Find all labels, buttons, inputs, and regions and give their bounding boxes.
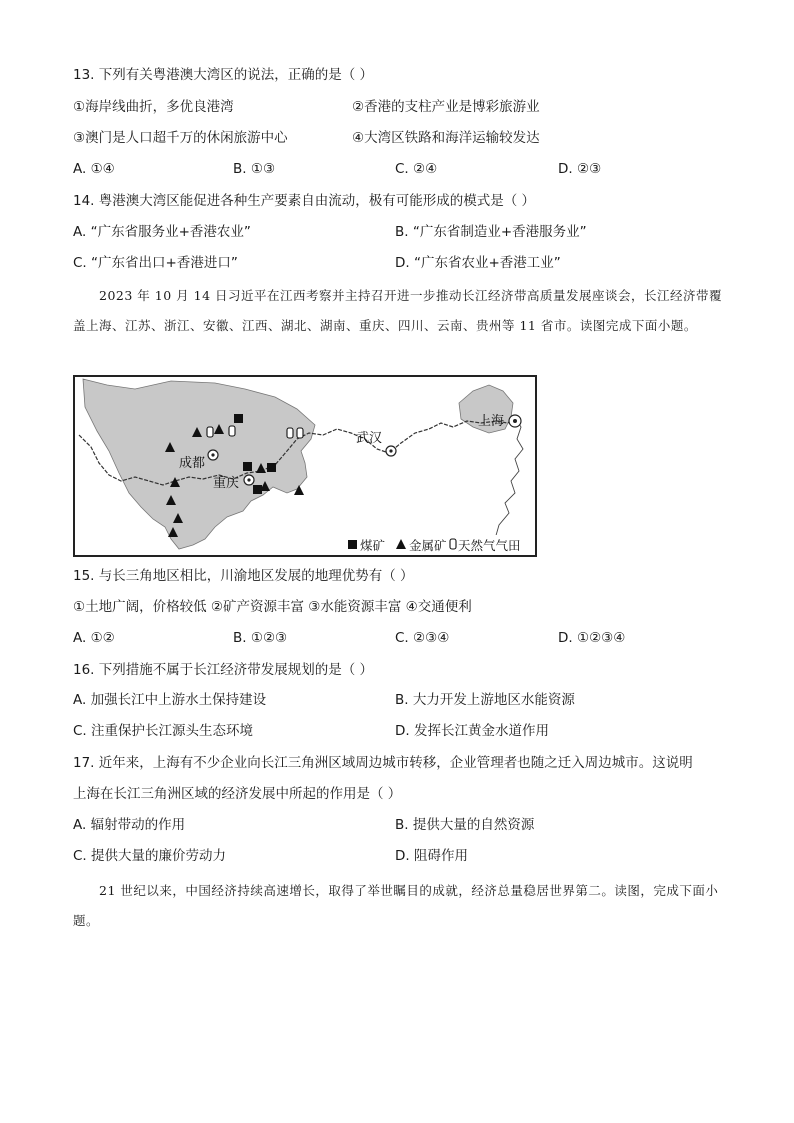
q15-statements: ①土地广阔，价格较低 ②矿产资源丰富 ③水能资源丰富 ④交通便利 [73, 599, 472, 615]
map-legend [341, 535, 535, 555]
gas-field-icon [229, 426, 235, 436]
q13-option-c: C. ②④ [395, 161, 438, 177]
q13-option-b: B. ①③ [233, 161, 276, 177]
q16-option-d: D. 发挥长江黄金水道作用 [395, 723, 549, 739]
coal-mine-icon [243, 462, 252, 471]
q16-option-a: A. 加强长江中上游水土保持建设 [73, 692, 267, 708]
q13-statement-4: ④大湾区铁路和海洋运输较发达 [352, 130, 540, 146]
q14-option-c: C. “广东省出口+香港进口” [73, 255, 238, 271]
q14-stem: 14. 粤港澳大湾区能促进各种生产要素自由流动，极有可能形成的模式是（ ） [73, 193, 536, 209]
q13-statement-1: ①海岸线曲折，多优良港湾 [73, 99, 234, 115]
gas-field-icon [207, 427, 213, 437]
q17-option-c: C. 提供大量的廉价劳动力 [73, 848, 227, 864]
label-wuhan: 武汉 [356, 431, 383, 446]
coal-mine-icon [234, 414, 243, 423]
q15-option-a: A. ①② [73, 630, 115, 646]
map-svg [75, 377, 535, 555]
label-shanghai: 上海 [478, 414, 505, 429]
city-shanghai [509, 415, 521, 427]
label-chengdu: 成都 [179, 456, 206, 471]
yangtze-economic-belt-map [73, 375, 537, 557]
q13-option-a: A. ①④ [73, 161, 115, 177]
passage-economy [73, 876, 723, 936]
legend-coal-icon [348, 540, 357, 549]
q14-option-b: B. “广东省制造业+香港服务业” [395, 224, 587, 240]
q14-option-d: D. “广东省农业+香港工业” [395, 255, 561, 271]
q17-stem-line1: 17. 近年来，上海有不少企业向长江三角洲区域周边城市转移，企业管理者也随之迁入周边城市。这说明 [73, 755, 693, 771]
coastline [489, 417, 523, 553]
q15-option-b: B. ①②③ [233, 630, 288, 646]
q14-option-a: A. “广东省服务业+香港农业” [73, 224, 251, 240]
gas-field-icon [297, 428, 303, 438]
q16-stem: 16. 下列措施不属于长江经济带发展规划的是（ ） [73, 662, 374, 678]
q16-option-c: C. 注重保护长江源头生态环境 [73, 723, 254, 739]
city-chengdu [208, 450, 218, 460]
legend-gas-label: 天然气气田 [458, 538, 521, 553]
coal-mine-icon [267, 463, 276, 472]
q17-option-d: D. 阻碍作用 [395, 848, 468, 864]
q17-option-a: A. 辐射带动的作用 [73, 817, 186, 833]
gas-field-icon [287, 428, 293, 438]
legend-metal-label: 金属矿 [409, 538, 447, 553]
q15-option-c: C. ②③④ [395, 630, 450, 646]
q13-option-d: D. ②③ [558, 161, 602, 177]
legend-coal-label: 煤矿 [360, 538, 386, 553]
passage-yangtze-text: 2023 年 10 月 14 日习近平在江西考察并主持召开进一步推动长江经济带高质量发展座谈会，长江经济带覆盖上海、江苏、浙江、安徽、江西、湖北、湖南、重庆、四川、云南、贵州等 11 省市。读图完成下面小题。 [73, 288, 722, 333]
q13-statement-3: ③澳门是人口超千万的休闲旅游中心 [73, 130, 288, 146]
passage-yangtze [73, 281, 723, 341]
q15-option-d: D. ①②③④ [558, 630, 626, 646]
q16-option-b: B. 大力开发上游地区水能资源 [395, 692, 575, 708]
q13-statement-2: ②香港的支柱产业是博彩旅游业 [352, 99, 540, 115]
city-chongqing [244, 475, 254, 485]
label-chongqing: 重庆 [213, 476, 240, 491]
passage-economy-text: 21 世纪以来，中国经济持续高速增长，取得了举世瞩目的成就，经济总量稳居世界第二。读图，完成下面小题。 [73, 883, 719, 928]
q17-option-b: B. 提供大量的自然资源 [395, 817, 535, 833]
city-wuhan [386, 446, 396, 456]
q17-stem-line2: 上海在长江三角洲区域的经济发展中所起的作用是（ ） [73, 786, 402, 802]
q13-stem: 13. 下列有关粤港澳大湾区的说法，正确的是（ ） [73, 67, 374, 83]
q15-stem: 15. 与长三角地区相比，川渝地区发展的地理优势有（ ） [73, 568, 414, 584]
coal-mine-icon [253, 485, 262, 494]
legend-gas-icon [450, 539, 456, 549]
